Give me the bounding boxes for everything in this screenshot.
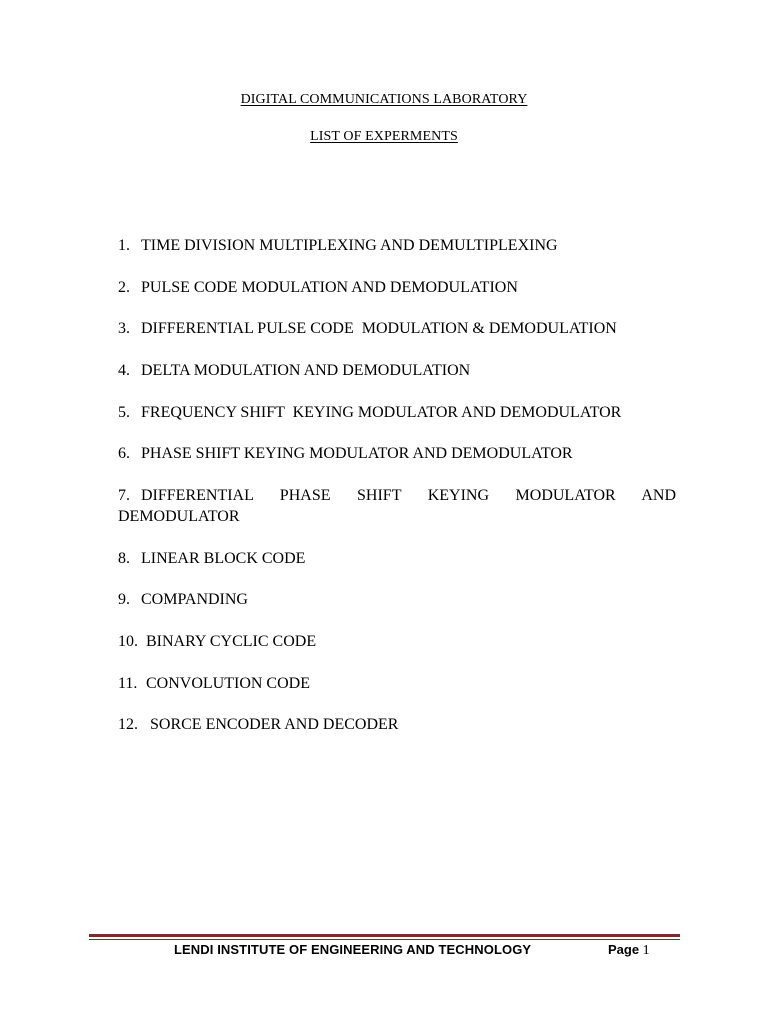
item-text: TIME DIVISION MULTIPLEXING AND DEMULTIPLEXING: [141, 237, 558, 254]
list-item: [118, 485, 676, 548]
item-text: LINEAR BLOCK CODE: [141, 549, 306, 567]
item-text-line1: DIFFERENTIAL PHASE SHIFT KEYING MODULATOR AND: [141, 487, 676, 505]
item-text: DIFFERENTIAL PULSE CODE MODULATION & DEMODULATION: [141, 320, 617, 338]
item-number: 12.: [118, 716, 138, 734]
item-number: 2.: [118, 278, 130, 296]
list-item: [118, 714, 676, 756]
item-number: 8.: [118, 549, 130, 567]
list-item: [118, 443, 676, 485]
document-subtitle: LIST OF EXPERMENTS: [310, 129, 458, 144]
list-item: [118, 235, 676, 277]
list-item: [118, 318, 676, 360]
item-number: 1.: [118, 237, 130, 254]
item-text: BINARY CYCLIC CODE: [146, 633, 317, 650]
item-text: PULSE CODE MODULATION AND DEMODULATION: [141, 278, 518, 296]
item-number: 7.: [118, 487, 130, 505]
list-item: [118, 673, 676, 715]
list-item: [118, 360, 676, 402]
footer-rule-thick: [89, 934, 680, 937]
item-text: SORCE ENCODER AND DECODER: [146, 716, 399, 734]
experiment-list: [118, 235, 676, 756]
footer-rule-thin: [89, 939, 680, 940]
item-number: 11.: [118, 674, 138, 692]
footer-institute-name: LENDI INSTITUTE OF ENGINEERING AND TECHNOLOGY: [174, 942, 532, 957]
list-item: [118, 631, 676, 673]
list-item: [118, 277, 676, 319]
item-number: 10.: [118, 633, 138, 650]
item-text: CONVOLUTION CODE: [146, 674, 310, 692]
list-item: [118, 402, 676, 444]
item-text: FREQUENCY SHIFT KEYING MODULATOR AND DEMODULATOR: [141, 403, 622, 421]
page-number: 1: [642, 943, 650, 958]
item-number: 5.: [118, 403, 130, 421]
list-item: [118, 548, 676, 590]
item-number: 9.: [118, 591, 130, 609]
item-text: PHASE SHIFT KEYING MODULATOR AND DEMODULATOR: [141, 445, 573, 463]
page-label: Page: [608, 942, 640, 957]
item-text: DELTA MODULATION AND DEMODULATION: [141, 362, 471, 380]
item-number: 3.: [118, 320, 130, 338]
item-number: 4.: [118, 362, 130, 380]
footer-page-number: [608, 942, 650, 959]
item-text-line2: DEMODULATOR: [118, 508, 240, 526]
item-text: COMPANDING: [141, 591, 248, 609]
item-number: 6.: [118, 445, 130, 463]
list-item: [118, 589, 676, 631]
document-title: DIGITAL COMMUNICATIONS LABORATORY: [240, 92, 528, 107]
